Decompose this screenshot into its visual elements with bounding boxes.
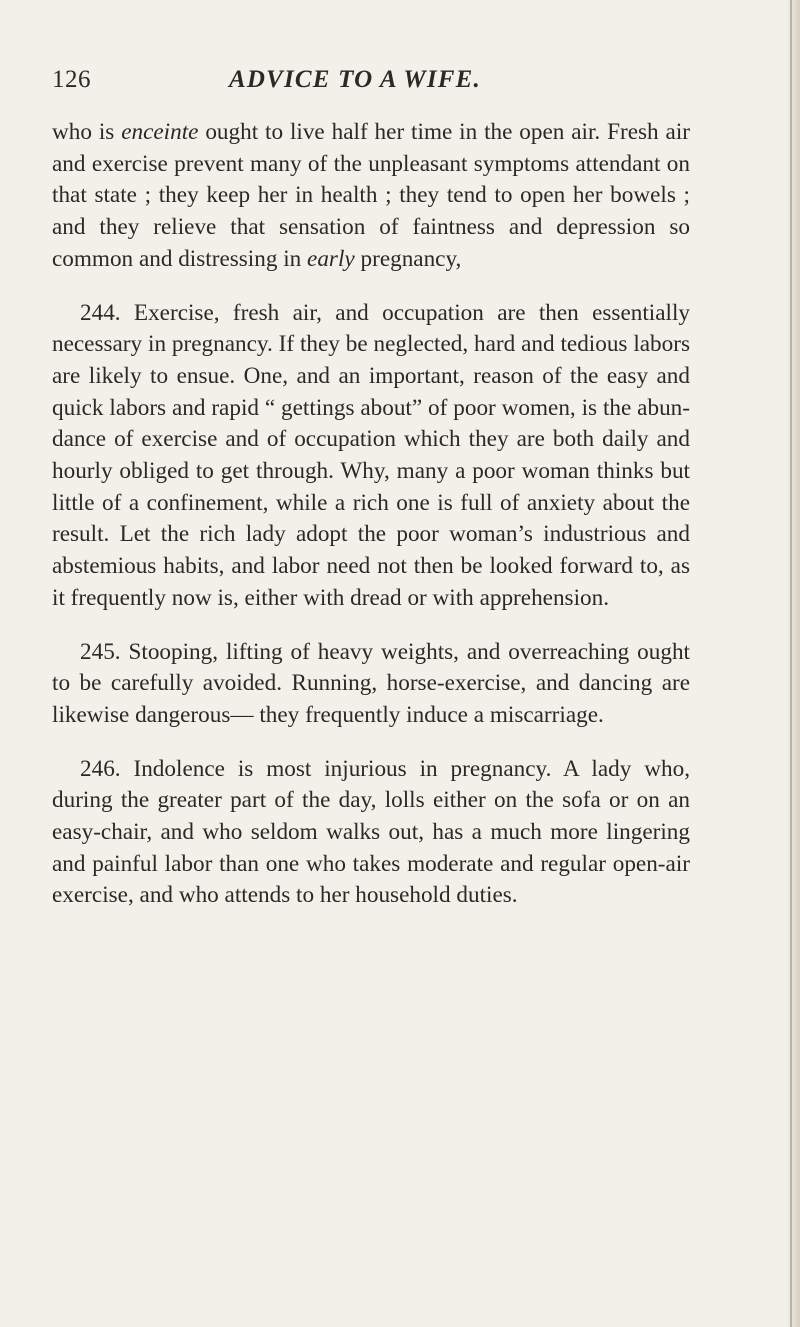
page-edge-line [790, 0, 792, 1327]
paragraph-text: Indolence is most injurious in pregnancy. A lady who, during the greater part of the day, lolls either on the sofa or on an easy-chair, and who seldom walks out, has a much more lingering and painful labor than one who takes moderate and regular open-air exercise, and who attends to her household duties. [52, 755, 690, 909]
paragraph-text: ought to live half her time in the open air. Fresh air and exercise prevent many of the unpleasant symptoms attendant on that state ; they keep her in health ; they tend to open her bowels ; and they relieve that sensation of faintness and depression so common and distressing in [52, 119, 690, 272]
paragraph-text: pregnancy, [354, 245, 462, 272]
paragraph-text: who is [52, 119, 122, 145]
italic-emphasis: enceinte [121, 119, 199, 145]
paragraph-number: 246. [80, 755, 121, 782]
paragraph-246 [52, 754, 690, 913]
page-number: 126 [52, 66, 91, 93]
page-edge-shadow [786, 0, 800, 1327]
paragraph-number: 245. [80, 638, 121, 665]
paragraph-245 [52, 637, 690, 732]
paragraph-number: 244. [80, 299, 121, 326]
page-header [52, 66, 692, 100]
paragraph-text: Stooping, lifting of heavy weights, and overreaching ought to be carefully avoided. Running, horse-exercise, and dancing are likewise dangerous— they frequently induce a miscarriage. [52, 638, 690, 728]
paragraph-244 [52, 298, 690, 615]
paragraph-text: Exercise, fresh air, and occupation are then essentially necessary in pregnancy. If they be neglected, hard and tedious labors are likely to ensue. One, and an important, reason of the easy and quick labors and rapid “ gettings about” of poor women, is the abundance of exercise and of occupation which they are both daily and hourly obliged to get through. Why, many a poor woman thinks but little of a confinement, while a rich one is full of anxiety about the result. Let the rich lady adopt the poor woman’s industrious and abstemious habits, and labor need not then be looked forward to, as it frequently now is, either with dread or with apprehension. [52, 299, 690, 611]
italic-emphasis: early [307, 245, 355, 272]
running-head-title: ADVICE TO A WIFE. [229, 66, 481, 93]
body-text [52, 117, 690, 912]
paragraph-continuation [52, 117, 690, 276]
